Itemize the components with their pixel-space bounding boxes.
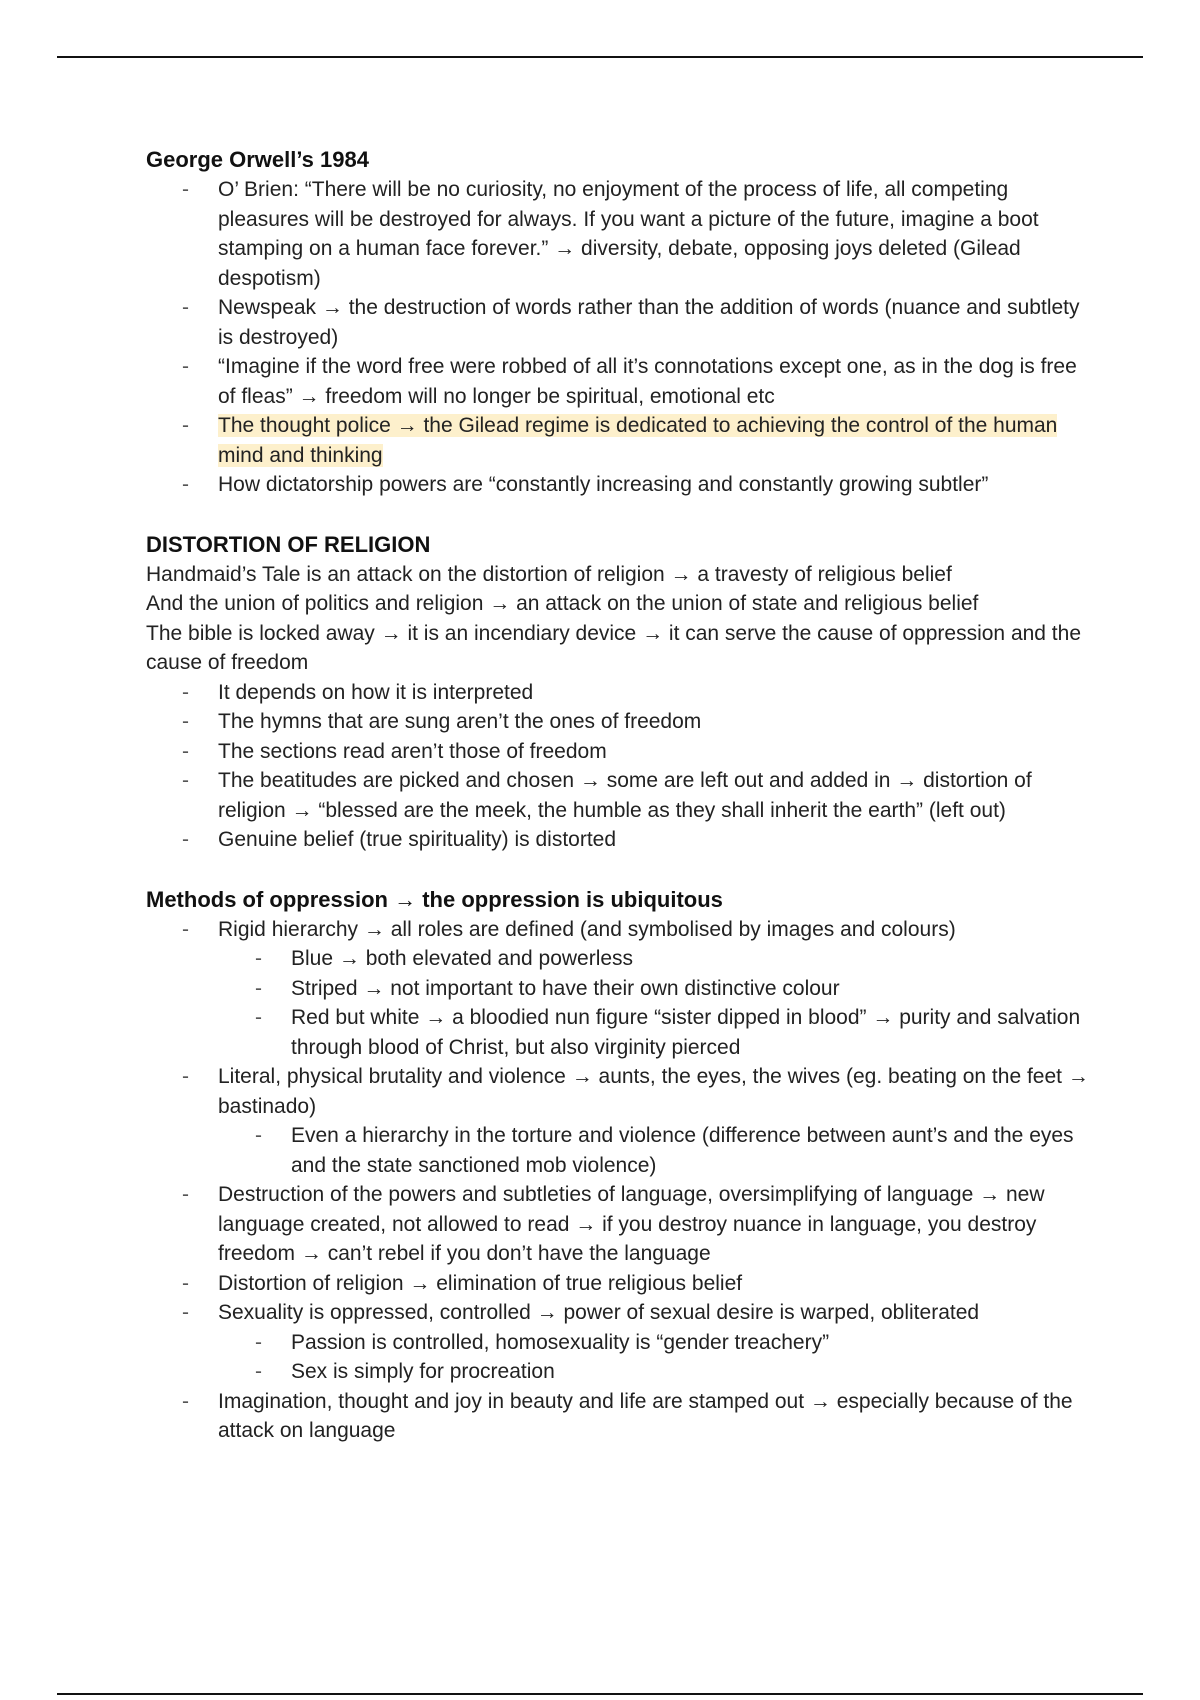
list-item [291,1328,1096,1358]
list-item [218,1298,1096,1387]
list-item-text: The hymns that are sung aren’t the ones of freedom [218,710,702,733]
list-item [218,1269,1096,1299]
list-item [218,737,1096,767]
list-item-text: Newspeak → the destruction of words rather than the addition of words (nuance and subtlety is destroyed) [218,296,1080,349]
list-item [218,1387,1096,1446]
list-item-text: How dictatorship powers are “constantly increasing and constantly growing subtler” [218,473,989,496]
list-item-text: Imagination, thought and joy in beauty and life are stamped out → especially because of the attack on language [218,1389,1073,1442]
section-heading: Methods of oppression → the oppression is ubiquitous [146,886,723,912]
list-item [291,1121,1096,1180]
list-item-text: Blue → both elevated and powerless [291,947,634,970]
list-item [218,1062,1096,1180]
list-item-text: Striped → not important to have their own distinctive colour [291,976,840,1000]
list-item [218,175,1096,293]
bullet-list [218,944,1096,1062]
list-item [218,470,1096,500]
section-heading: George Orwell’s 1984 [146,147,369,172]
list-item [218,825,1096,855]
list-item [218,766,1096,825]
bullet-list [218,1121,1096,1180]
bullet-list [218,1328,1096,1387]
list-item [218,293,1096,352]
list-item [291,1003,1096,1062]
paragraph-line: And the union of politics and religion → an attack on the union of state and religious belief [146,592,979,615]
list-item-text: The beatitudes are picked and chosen → some are left out and added in → distortion of religion → “blessed are the meek, the humble as they shall inherit the earth” (left out) [218,769,1032,822]
list-item [291,944,1096,974]
top-rule [57,56,1143,58]
list-item-text: Sexuality is oppressed, controlled → power of sexual desire is warped, obliterated [218,1301,980,1324]
list-item-text: It depends on how it is interpreted [218,680,534,704]
list-item-text: Destruction of the powers and subtleties of language, oversimplifying of language → new language created, not allowed to read → if you destroy nuance in language, you destroy freedom → can’t rebel if you don’t have the language [218,1183,1045,1265]
bullet-list [146,678,1096,855]
list-item-text: Rigid hierarchy → all roles are defined (and symbolised by images and colours) [218,917,956,941]
list-item [218,352,1096,411]
highlighted-text: The thought police → the Gilead regime is dedicated to achieving the control of the human mind and thinking [218,414,1058,467]
list-item-text: “Imagine if the word free were robbed of all it’s connotations except one, as in the dog is free of fleas” → freedom will no longer be spiritual, emotional etc [218,355,1077,408]
list-item [291,974,1096,1004]
list-item-text: Sex is simply for procreation [291,1360,555,1383]
list-item [218,707,1096,737]
bottom-rule [57,1693,1143,1695]
list-item-text: The sections read aren’t those of freedom [218,739,607,763]
paragraph-line: The bible is locked away → it is an incendiary device → it can serve the cause of oppression and the cause of freedom [146,621,1082,674]
list-item-text: O’ Brien: “There will be no curiosity, no enjoyment of the process of life, all competing pleasures will be destroyed for always. If you want a picture of the future, imagine a boot stamping on a human face forever.” → diversity, debate, opposing joys deleted (Gilead despotism) [218,178,1039,290]
section-heading: DISTORTION OF RELIGION [146,531,431,557]
list-item [218,678,1096,708]
bullet-list [146,915,1096,1446]
list-item-text: Literal, physical brutality and violence → aunts, the eyes, the wives (eg. beating on the feet → bastinado) [218,1065,1089,1118]
list-item [218,915,1096,1063]
document-body [146,144,1096,1446]
list-item [218,411,1096,470]
list-item-text: Genuine belief (true spirituality) is distorted [218,828,617,851]
list-item [218,1180,1096,1269]
paragraph-line: Handmaid’s Tale is an attack on the distortion of religion → a travesty of religious belief [146,562,952,586]
bullet-list [146,175,1096,500]
section [146,144,1096,500]
list-item-text: Passion is controlled, homosexuality is “gender treachery” [291,1330,830,1354]
section [146,884,1096,1446]
list-item [291,1357,1096,1387]
list-item-text: Distortion of religion → elimination of true religious belief [218,1271,743,1295]
list-item-text: Red but white → a bloodied nun figure “sister dipped in blood” → purity and salvation through blood of Christ, but also virginity pierced [291,1006,1081,1059]
list-item-text: Even a hierarchy in the torture and violence (difference between aunt’s and the eyes and the state sanctioned mob violence) [291,1124,1074,1177]
section [146,529,1096,855]
